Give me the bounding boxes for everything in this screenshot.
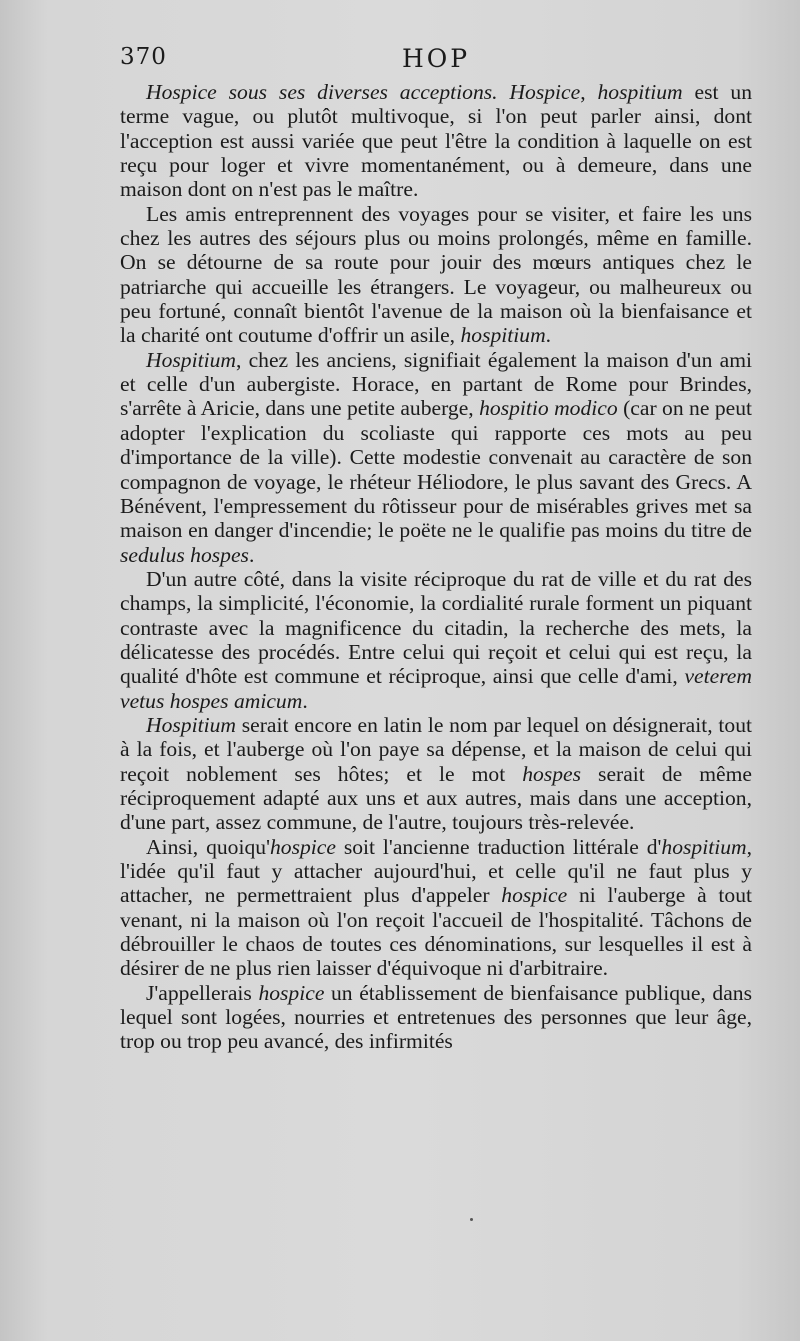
italic-run: hospice — [269, 834, 336, 859]
text-run: soit l'ancienne traduction littérale d' — [335, 834, 662, 859]
text-run: , l'idée qu'il faut y attacher aujourd'hui, et celle qu'il ne faut plus y attacher, ne permettraient plus d'appeler — [120, 834, 753, 908]
paragraph — [120, 80, 752, 202]
text-run: un établissement de bienfaisance publique, dans lequel sont logées, nourries et entretenues des personnes que leur âge, trop ou trop peu avancé, des infirmités — [120, 980, 753, 1054]
paragraph — [120, 713, 752, 835]
paragraph — [120, 835, 752, 981]
text-run: serait de même réciproquement adapté aux uns et aux autres, mais dans une acception, d'une part, assez commune, de l'autre, toujours très-relevée. — [120, 761, 752, 835]
italic-run: hospitio modico — [479, 396, 618, 421]
text-run: . — [545, 323, 552, 348]
italic-run: sedulus hospes — [120, 542, 249, 567]
text-run: serait encore en latin le nom par lequel on désignerait, tout à la fois, et l'auberge où l'on paye sa dépense, et la maison de celui qui reçoit noblement ses hôtes; et le mot — [120, 712, 752, 786]
text-run: , — [580, 80, 598, 104]
text-run: ni l'auberge à tout venant, ni la maison où l'on reçoit l'accueil de l'hospitalité. Tâchons de débrouiller le chaos de toutes ces dénominations, sur lesquelles il est à désirer de ne plus rien laisser d'équivoque ni d'arbitraire. — [120, 883, 752, 981]
text-run: , chez les anciens, signifiait également la maison d'un ami et celle d'un aubergiste. Horace, en partant de Rome pour Brindes, s'arrête à Aricie, dans une petite auberge, — [120, 347, 752, 421]
text-run: Ainsi, quoiqu' — [146, 834, 270, 859]
italic-run: Hospitium — [146, 712, 236, 737]
italic-run: hospitium — [661, 834, 747, 859]
text-run: . — [248, 542, 255, 567]
text-run: D'un autre côté, dans la visite réciproque du rat de ville et du rat des champs, la simplicité, l'économie, la cordialité rurale forment un piquant contraste avec la magnificence du citadin, la recherche des mets, la délicatesse des procédés. Entre celui qui reçoit et celui qui est reçu, la qualité d'hôte est commune et réciproque, ainsi que celle d'ami, — [120, 566, 752, 689]
paragraph — [120, 981, 752, 1054]
italic-run: hospitium — [460, 323, 546, 348]
page-header — [120, 44, 752, 84]
text-run: Les amis entreprennent des voyages pour se visiter, et faire les uns chez les autres des séjours plus ou moins prolongés, même en famille. On se détourne de sa route pour jouir des mœurs antiques chez le patriarche qui accueille les étrangers. Le voyageur, ou malheureux ou peu fortuné, connaît bientôt l'avenue de la maison où la bienfaisance et la charité ont coutume d'offrir un asile, — [120, 201, 752, 348]
body-text — [120, 80, 752, 1054]
paragraph — [120, 202, 752, 348]
italic-run: hospice — [258, 980, 325, 1005]
italic-run: hospes — [522, 761, 582, 786]
italic-run: veterem vetus hospes amicum — [120, 664, 752, 713]
italic-run: hospitium — [597, 80, 683, 104]
italic-run: Hospitium — [146, 347, 236, 372]
running-head: HOP — [401, 44, 471, 73]
text-run: J'appellerais — [146, 980, 259, 1005]
text-run: est un terme vague, ou plutôt multivoque, si l'on peut parler ainsi, dont l'acception est aussi variée que peut l'être la condition à laquelle on est reçu pour loger et vivre momentanément, ou à demeure, dans une maison dont on n'est pas le maître. — [120, 80, 752, 202]
print-speck — [470, 1218, 473, 1221]
text-run: . — [302, 688, 308, 713]
italic-run: hospice — [501, 883, 568, 908]
italic-run: Hospice sous ses diverses acceptions. Hospice — [146, 80, 581, 104]
paragraph — [120, 567, 752, 713]
paragraph — [120, 348, 752, 567]
page-number: 370 — [120, 44, 167, 70]
text-run: (car on ne peut adopter l'explication du scoliaste qui rapporte ces mots au peu d'importance de la ville). Cette modestie convenait au caractère de son compagnon de voyage, le rhéteur Héliodore, le plus savant des Grecs. A Bénévent, l'empressement du rôtisseur pour de misérables grives met sa maison en danger d'incendie; le poëte ne le qualifie pas moins du titre de — [120, 396, 753, 543]
